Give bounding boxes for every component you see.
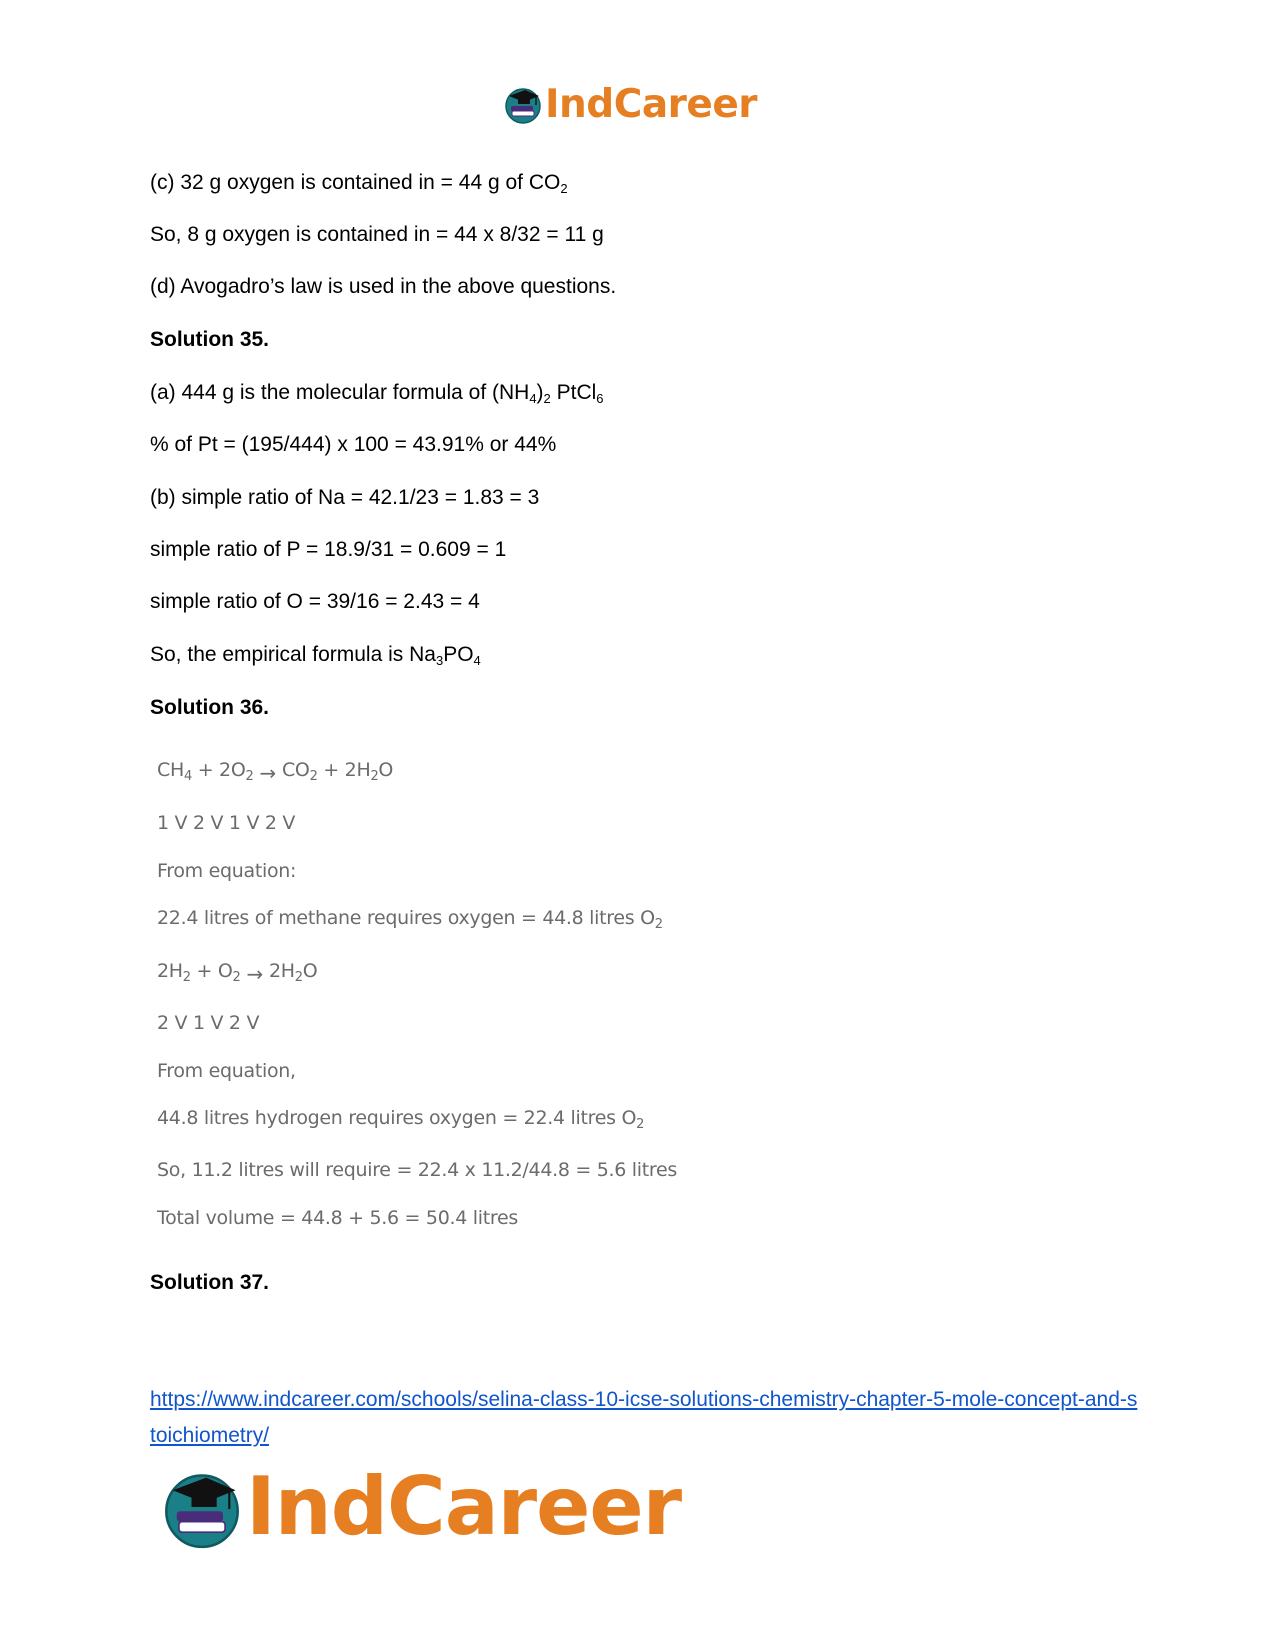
methane-oxygen-line: 22.4 litres of methane requires oxygen = 44.8 litres $O_2$ xyxy=(157,907,663,932)
graduation-cap-book-icon xyxy=(503,84,543,124)
ratio-p-line: simple ratio of P = 18.9/31 = 0.609 = 1 xyxy=(150,538,507,561)
ratio-na-line: (b) simple ratio of Na = 42.1/23 = 1.83 = 3 xyxy=(150,486,540,509)
solution-37-heading: Solution 37. xyxy=(150,1271,270,1294)
answer-c-line: (c) 32 g oxygen is contained in = 44 g of $CO_2$ xyxy=(150,171,568,196)
total-volume-line: Total volume = 44.8 + 5.6 = 50.4 litres xyxy=(157,1207,518,1229)
empirical-formula-line: So, the empirical formula is $Na_3PO_4$ xyxy=(150,643,481,668)
logo-wordmark: IndCareer xyxy=(246,1460,682,1553)
hydrogen-equation: $2H_2 + O_2 \to 2H_2O$ xyxy=(157,960,318,986)
solution-36-heading: Solution 36. xyxy=(150,696,270,719)
hydrogen-oxygen-line: 44.8 litres hydrogen requires oxygen = 22.4 litres $O_2$ xyxy=(157,1107,645,1132)
logo-wordmark: IndCareer xyxy=(545,81,757,127)
volume-ratio-2: 2 V 1 V 2 V xyxy=(157,1012,260,1034)
reaction-arrow-icon: → xyxy=(259,761,276,785)
answer-c-calc-line: So, 8 g oxygen is contained in = 44 x 8/32 = 11 g xyxy=(150,223,604,246)
ratio-o-line: simple ratio of O = 39/16 = 2.43 = 4 xyxy=(150,590,480,613)
footer-logo xyxy=(160,1462,681,1552)
so-calc-line: So, 11.2 litres will require = 22.4 x 11.2/44.8 = 5.6 litres xyxy=(157,1159,677,1181)
volume-ratio-1: 1 V 2 V 1 V 2 V xyxy=(157,812,296,834)
solution-35-heading: Solution 35. xyxy=(150,328,270,351)
solutions-link[interactable]: https://www.indcareer.com/schools/selina-class-10-icse-solutions-chemistry-chapter-5-mole-concept-and-stoichiometry/ xyxy=(150,1388,1138,1447)
from-equation-2: From equation, xyxy=(157,1060,296,1082)
answer-d-line: (d) Avogadro’s law is used in the above questions. xyxy=(150,275,617,298)
percent-pt-line: % of Pt = (195/444) x 100 = 43.91% or 44% xyxy=(150,433,557,456)
graduation-cap-book-icon xyxy=(160,1465,244,1549)
from-equation-1: From equation: xyxy=(157,860,297,882)
methane-equation: $CH_4 + 2O_2 \to CO_2 + 2H_2O$ xyxy=(157,759,394,785)
header-logo xyxy=(503,80,757,128)
answer-a-line: (a) 444 g is the molecular formula of $(NH_4)_2$ PtCl$_6$ xyxy=(150,381,604,406)
reaction-arrow-icon: → xyxy=(246,962,263,986)
